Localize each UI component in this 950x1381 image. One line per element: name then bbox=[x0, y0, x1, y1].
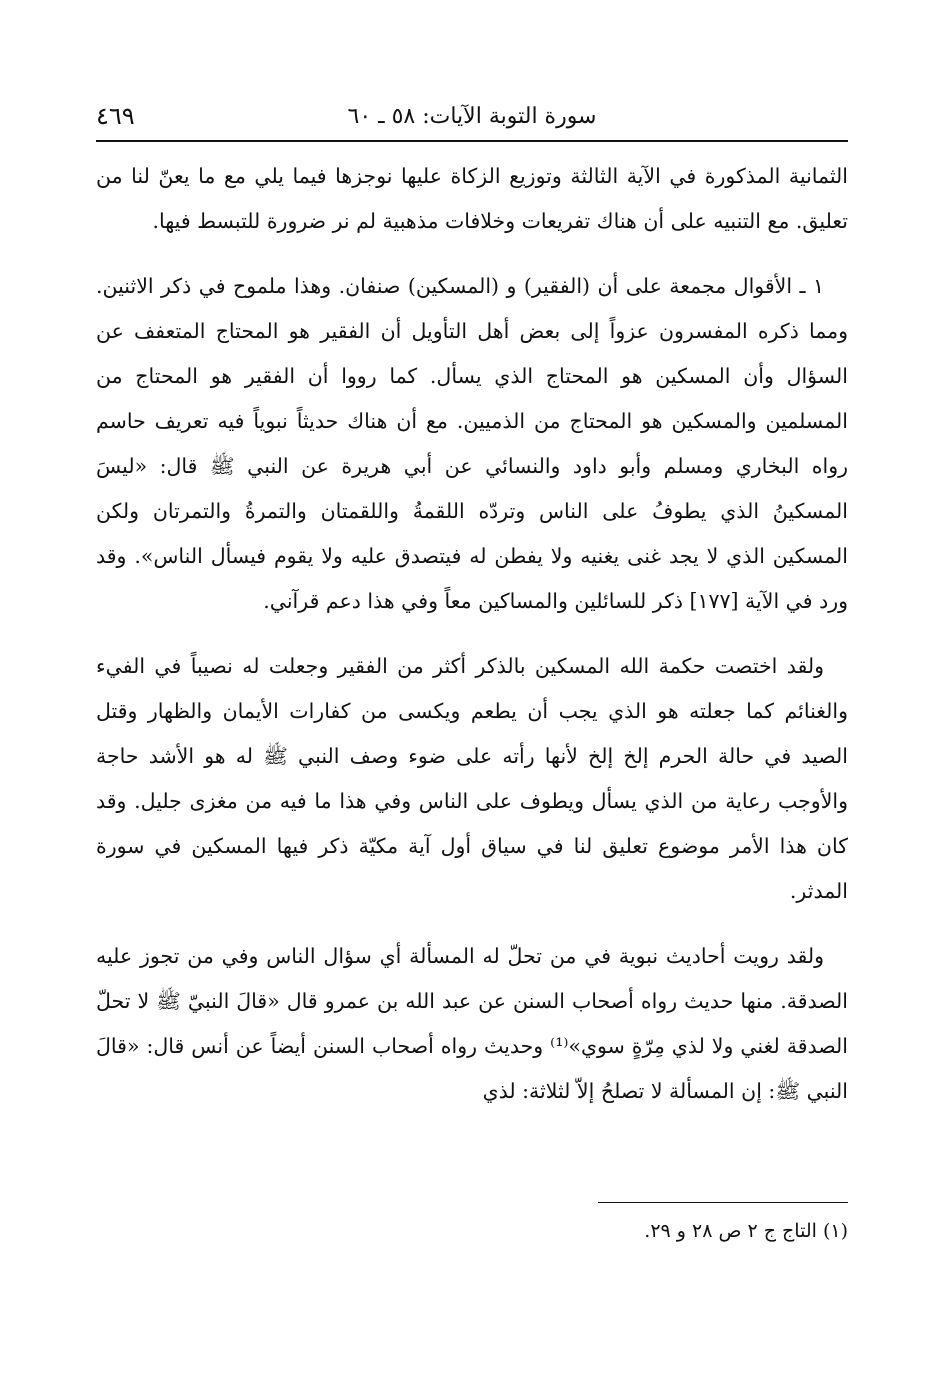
paragraph-3: ولقد اختصت حكمة الله المسكين بالذكر أكثر من الفقير وجعلت له نصيباً في الفيء والغنائم كما جعلته هو الذي يجب أن يطعم ويكسى من كفارات الأيمان والظهار وقتل الصيد في حالة الحرم إلخ إلخ لأنها رأته على ضوء وصف النبي ﷺ له هو الأشد حاجة والأوجب رعاية من الذي يسأل ويطوف على الناس وفي هذا ما فيه من مغزى جليل. وقد كان هذا الأمر موضوع تعليق لنا في سياق أول آية مكيّة ذكر فيها المسكين في سورة المدثر. bbox=[96, 654, 848, 903]
book-page bbox=[96, 98, 848, 1278]
paragraph-1: الثمانية المذكورة في الآية الثالثة وتوزيع الزكاة عليها نوجزها فيما يلي مع ما يعنّ لنا من تعليق. مع التنبيه على أن هناك تفريعات وخلافات مذهبية لم نر ضرورة للتبسط فيها. bbox=[96, 164, 848, 233]
running-header bbox=[96, 98, 848, 142]
paragraph-2: ١ ـ الأقوال مجمعة على أن (الفقير) و (المسكين) صنفان. وهذا ملموح في ذكر الاثنين. ومما ذكره المفسرون عزواً إلى بعض أهل التأويل أن الفقير هو المحتاج المتعفف عن السؤال وأن المسكين هو المحتاج الذي يسأل. كما رووا أن الفقير هو المحتاج من المسلمين والمسكين هو المحتاج من الذميين. مع أن هناك حديثاً نبوياً فيه تعريف حاسم رواه البخاري ومسلم وأبو داود والنسائي عن أبي هريرة عن النبي ﷺ قال: «ليسَ المسكينُ الذي يطوفُ على الناس وتردّه اللقمةُ واللقمتان والتمرةُ والتمرتان ولكن المسكين الذي لا يجد غنى يغنيه ولا يفطن له فيتصدق عليه ولا يقوم فيسأل الناس». وقد ورد في الآية [١٧٧] ذكر للسائلين والمساكين معاً وفي هذا دعم قرآني. bbox=[96, 274, 848, 613]
paragraph-4: ولقد رويت أحاديث نبوية في من تحلّ له المسألة أي سؤال الناس وفي من تجوز عليه الصدقة. منها حديث رواه أصحاب السنن عن عبد الله بن عمرو قال «قالَ النبيّ ﷺ لا تحلّ الصدقة لغني ولا لذي مِرّةٍ سوي»⁽¹⁾ وحديث رواه أصحاب السنن أيضاً عن أنس قال: «قالَ النبي ﷺ: إن المسألة لا تصلحُ إلاّ لثلاثة: لذي bbox=[96, 944, 848, 1103]
chapter-title: سورة التوبة الآيات: ٥٨ ـ ٦٠ bbox=[347, 104, 597, 129]
footnote-divider bbox=[598, 1202, 848, 1203]
footnote: (١) التاج ج ٢ ص ٢٨ و ٢٩. bbox=[644, 1220, 848, 1242]
page-number: ٤٦٩ bbox=[96, 102, 135, 130]
body-text bbox=[96, 154, 848, 1114]
